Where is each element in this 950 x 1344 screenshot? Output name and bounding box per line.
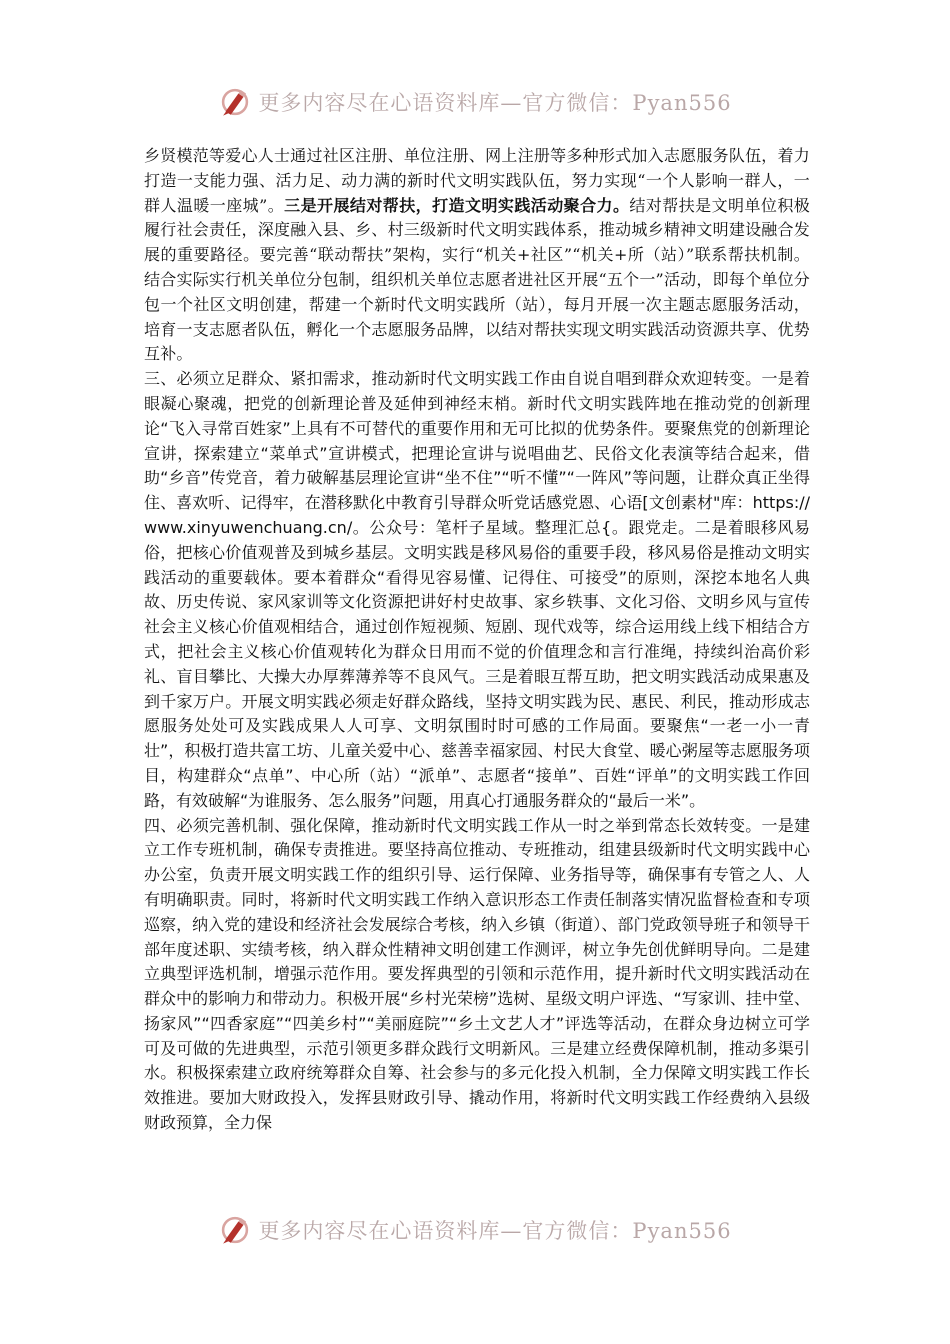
bold-heading: 三是开展结对帮扶，打造文明实践活动聚合力。 [284, 195, 630, 215]
watermark-banner-top [0, 80, 950, 124]
watermark-text: 更多内容尽在心语资料库—官方微信：Pyan556 [258, 1219, 732, 1243]
paragraph-volunteer-and-pairing [144, 144, 810, 367]
pen-logo-icon [218, 1213, 252, 1247]
watermark-text: 更多内容尽在心语资料库—官方微信：Pyan556 [258, 91, 732, 115]
paragraph-section-three: 三、必须立足群众、紧扣需求，推动新时代文明实践工作由自说自唱到群众欢迎转变。一是着眼凝心聚魂，把党的创新理论普及延伸到神经末梢。新时代文明实践阵地在推动党的创新理论“飞入寻常百姓家”上具有不可替代的重要作用和无可比拟的优势条件。要聚焦党的创新理论宣讲，探索建立“菜单式”宣讲模式，把理论宣讲与说唱曲艺、民俗文化表演等结合起来，借助“乡音”传党音，着力破解基层理论宣讲“坐不住”“听不懂”“一阵风”等问题，让群众真正坐得住、喜欢听、记得牢，在潜移默化中教育引导群众听党话感党恩、心语[文创素材"库：https://www.xinyuwenchuang.cn/。公众号：笔杆子星域。整理汇总{。跟党走。二是着眼移风易俗，把核心价值观普及到城乡基层。文明实践是移风易俗的重要手段，移风易俗是推动文明实践活动的重要载体。要本着群众“看得见容易懂、记得住、可接受”的原则，深挖本地名人典故、历史传说、家风家训等文化资源把讲好村史故事、家乡轶事、文化习俗、文明乡风与宣传社会主义核心价值观相结合，通过创作短视频、短剧、现代戏等，综合运用线上线下相结合方式，把社会主义核心价值观转化为群众日用而不觉的价值理念和言行准绳，持续纠治高价彩礼、盲目攀比、大操大办厚葬薄养等不良风气。三是着眼互帮互助，把文明实践活动成果惠及到千家万户。开展文明实践必须走好群众路线，坚持文明实践为民、惠民、利民，推动形成志愿服务处处可及实践成果人人可享、文明氛围时时可感的工作局面。要聚焦“一老一小一青壮”，积极打造共富工坊、儿童关爱中心、慈善幸福家园、村民大食堂、暖心粥屋等志愿服务项目，构建群众“点单”、中心所（站）“派单”、志愿者“接单”、百姓“评单”的文明实践工作回路，有效破解“为谁服务、怎么服务”问题，用真心打通服务群众的“最后一米”。 [144, 369, 810, 810]
paragraph-section-four: 四、必须完善机制、强化保障，推动新时代文明实践工作从一时之举到常态长效转变。一是建立工作专班机制，确保专责推进。要坚持高位推动、专班推动，组建县级新时代文明实践中心办公室，负责开展文明实践工作的组织引导、运行保障、业务指导等，确保事有专管之人、人有明确职责。同时，将新时代文明实践工作纳入意识形态工作责任制落实情况监督检查和专项巡察，纳入党的建设和经济社会发展综合考核，纳入乡镇（街道）、部门党政领导班子和领导干部年度述职、实绩考核，纳入群众性精神文明创建工作测评，树立争先创优鲜明导向。二是建立典型评选机制，增强示范作用。要发挥典型的引领和示范作用，提升新时代文明实践活动在群众中的影响力和带动力。积极开展“乡村光荣榜”选树、星级文明户评选、“写家训、挂中堂、扬家风”“四香家庭”“四美乡村”“美丽庭院”“乡土文艺人才”评选等活动，在群众身边树立可学可及可做的先进典型，示范引领更多群众践行文明新风。三是建立经费保障机制，推动多渠引水。积极探索建立政府统筹群众自筹、社会参与的多元化投入机制，全力保障文明实践工作长效推进。要加大财政投入，发挥县财政引导、撬动作用，将新时代文明实践工作经费纳入县级财政预算，全力保 [144, 815, 810, 1133]
paragraph-text: 结对帮扶是文明单位积极履行社会责任，深度融入县、乡、村三级新时代文明实践体系，推动城乡精神文明建设融合发展的重要路径。要完善“联动帮扶”架构，实行“机关+社区”“机关+所（站）”联系帮扶机制。结合实际实行机关单位分包制，组织机关单位志愿者进社区开展“五个一”活动，即每个单位分包一个社区文明创建，帮建一个新时代文明实践所（站），每月开展一次主题志愿服务活动，培育一支志愿者队伍，孵化一个志愿服务品牌，以结对帮扶实现文明实践活动资源共享、优势互补。 [144, 195, 811, 364]
watermark-banner-bottom [0, 1208, 950, 1252]
document-body [144, 144, 810, 1136]
paragraph-text: 乡贤模范等爱心人士通过社区注册、单位注册、网上注册等多种形式加入志愿服务队伍，着力打造一支能力强、活力足、动力满的新时代文明实践队伍，努力实现“一个人影响一群人，一群人温暖一座城”。 [144, 146, 810, 215]
pen-logo-icon [218, 85, 252, 119]
